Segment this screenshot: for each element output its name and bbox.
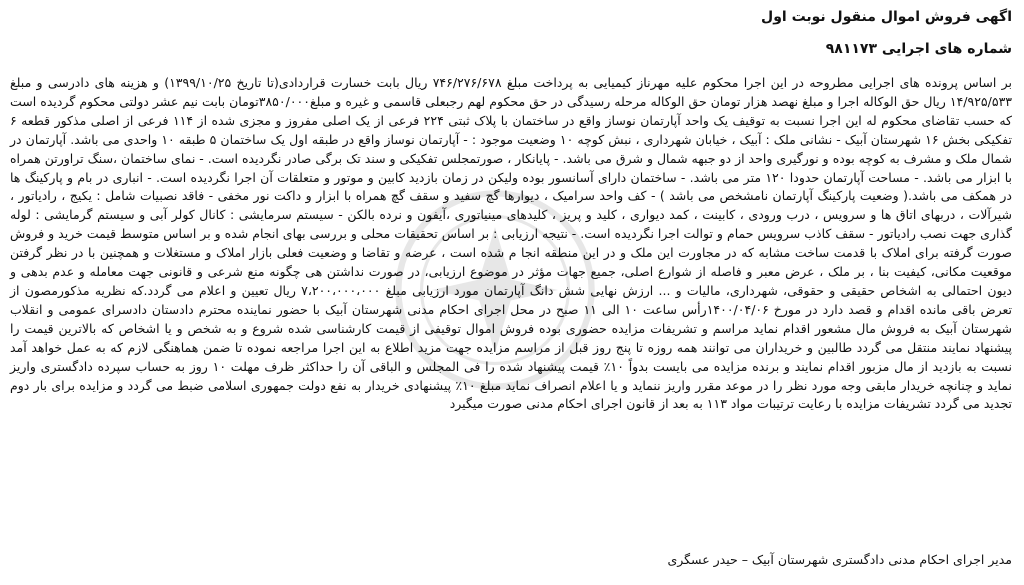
notice-body: بر اساس پرونده های اجرایی مطروحه در این اجرا محکوم علیه مهرناز کیمیایی به پرداخت مبلغ ۷۴۶/۲۷۶/۶۷۸ ریال بابت خسارت قراردادی(تا تاریخ ۱۳۹۹/۱۰/۲۵) و هزینه های دادرسی و مبلغ ۱۴/۹۲۵/۵۳۳ ریال حق الوکاله اجرا و مبلغ نهصد هزار تومان حق الوکاله مرحله رسیدگی در حق محکوم لهم رجبعلی قاسمی و غیره و مبلغ۳۸۵۰/۰۰۰تومان بابت نیم عشر دولتی محکوم گردیده است که حسب تقاضای محکوم له این اجرا نسبت به توقیف یک واحد آپارتمان نوساز واقع در ساختمان با پلاک ثبتی ۲۲۴ فرعی از یک اصلی مفروز و مجزی شده از ۱۱۴ فرعی از اصلی مذکور قطعه ۶ تفکیکی بخش ۱۶ شهرستان آبیک - نشانی ملک : آبیک ، خیابان شهرداری ، نبش کوچه ۱۰ وضعیت موجود : - آپارتمان نوساز واقع در طبقه اول یک ساختمان ۵ طبقه ۱۰ واحدی می باشد. آپارتمان در شمال ملک و مشرف به کوچه بوده و نورگیری واحد از دو جبهه شمال و شرق می باشد. - پایانکار ، صورتمجلس تفکیکی و سند تک برگی صادر نگردیده است. - نمای ساختمان ،سنگ تراورتن همراه با ابزار می باشد. - مساحت آپارتمان حدودا ۱۲۰ متر می باشد. - ساختمان دارای آسانسور بوده ولیکن در زمان بازدید کابین و موتور و متعلقات آن اجرا نگردیده است. - انباری در بام و پارکینگ ها در همکف می باشد.( وضعیت پارکینگ آپارتمان نامشخص می باشد ) - کف واحد سرامیک ، دیوارها گچ سفید و سقف گچ همراه با ابزار و داکت نور مخفی - فاقد نصبیات شامل : یکیج ، رادیاتور ، شیرآلات ، دربهای اتاق ها و سرویس ، درب ورودی ، کابینت ، کمد دیواری ، کلید و پریز ، کلیدهای مینیاتوری ،آیفون و نرده بالکن - سیستم سرمایشی : کانال کولر آبی و سیستم گرمایشی : لوله گذاری جهت نصب رادیاتور - سقف کاذب سرویس حمام و توالت اجرا نگردیده است. - نتیجه ارزیابی : بر اساس تحقیقات محلی و بررسی بهای انجام شده و بر اساس متوسط قیمت خرید و فروش صورت گرفته برای املاک با قدمت ساخت مشابه که در مجاورت این ملک و در این منطقه انجا م شده است ، عرضه و تقاضا و وضعیت فعلی بازار املاک و مستغلات و همچنین با در نظر گرفتن موقعیت مکانی، کیفیت بنا ، بر ملک ، عرض معبر و فاصله از شوارع اصلی، جمیع جهات مؤثر در موضوع ارزیابی، در صورت نداشتن هی چگونه منع شرعی و قانونی جهت معامله و عدم بدهی و دیون احتمالی به اشخاص حقیقی و حقوقی، شهرداری، مالیات و ... ارزش نهایی شش دانگ آپارتمان مورد ارزیابی مبلغ ۷،۲۰۰،۰۰۰،۰۰۰ ریال تعیین و اعلام می گردد.که نظریه مذکورمصون از تعرض باقی مانده اقدام و قصد دارد در مورخ ۱۴۰۰/۰۴/۰۶رأس ساعت ۱۰ الی ۱۱ صبح در محل اجرای احکام مدنی شهرستان آبیک با حضور نماینده محترم دادستان دادسرای عمومی و انقلاب شهرستان آبیک به فروش مال مشعور اقدام نماید مراسم و تشریفات مزایده حضوری بوده فروش اموال توقیفی از قیمت کارشناسی شده شروع و به شخص و یا اشخاص که بالاترین قیمت را پیشنهاد نمایند منتقل می گردد طالبین و خریداران می توانند همه روزه تا پنج روز قبل از مراسم مزایده جهت مزید اطلاع به این اجرا مراجعه نموده تا ضمن هماهنگی لازم که به عمل خواهد آمد نسبت به بازدید از مال مزبور اقدام نمایند و برنده مزایده می بایست بدواً ۱۰٪ قیمت پیشنهاد شده را فی المجلس و الباقی آن را حداکثر ظرف مهلت ۱۰ روز به حساب سپرده دادگستری واریز نماید و چنانچه خریدار مابقی وجه مورد نظر را در موعد مقرر واریز ننماید و یا اعلام انصراف نماید مبلغ ۱۰٪ پیشنهادی خریدار به نفع دولت جمهوری اسلامی ضبط می گردد و مزایده برای بار دوم تجدید می گردد تشریفات مزایده با رعایت ترتیبات مواد ۱۱۳ به بعد از قانون اجرای احکام مدنی صورت میگیرد [10, 75, 1012, 412]
execution-number: شماره های اجرایی ۹۸۱۱۷۳ [825, 41, 1012, 57]
signature-line: مدیر اجرای احکام مدنی دادگستری شهرستان آبیک – حیدر عسگری [667, 552, 1012, 567]
notice-document [10, 0, 1012, 585]
page-title: اگهی فروش اموال منقول نوبت اول [761, 9, 1012, 25]
